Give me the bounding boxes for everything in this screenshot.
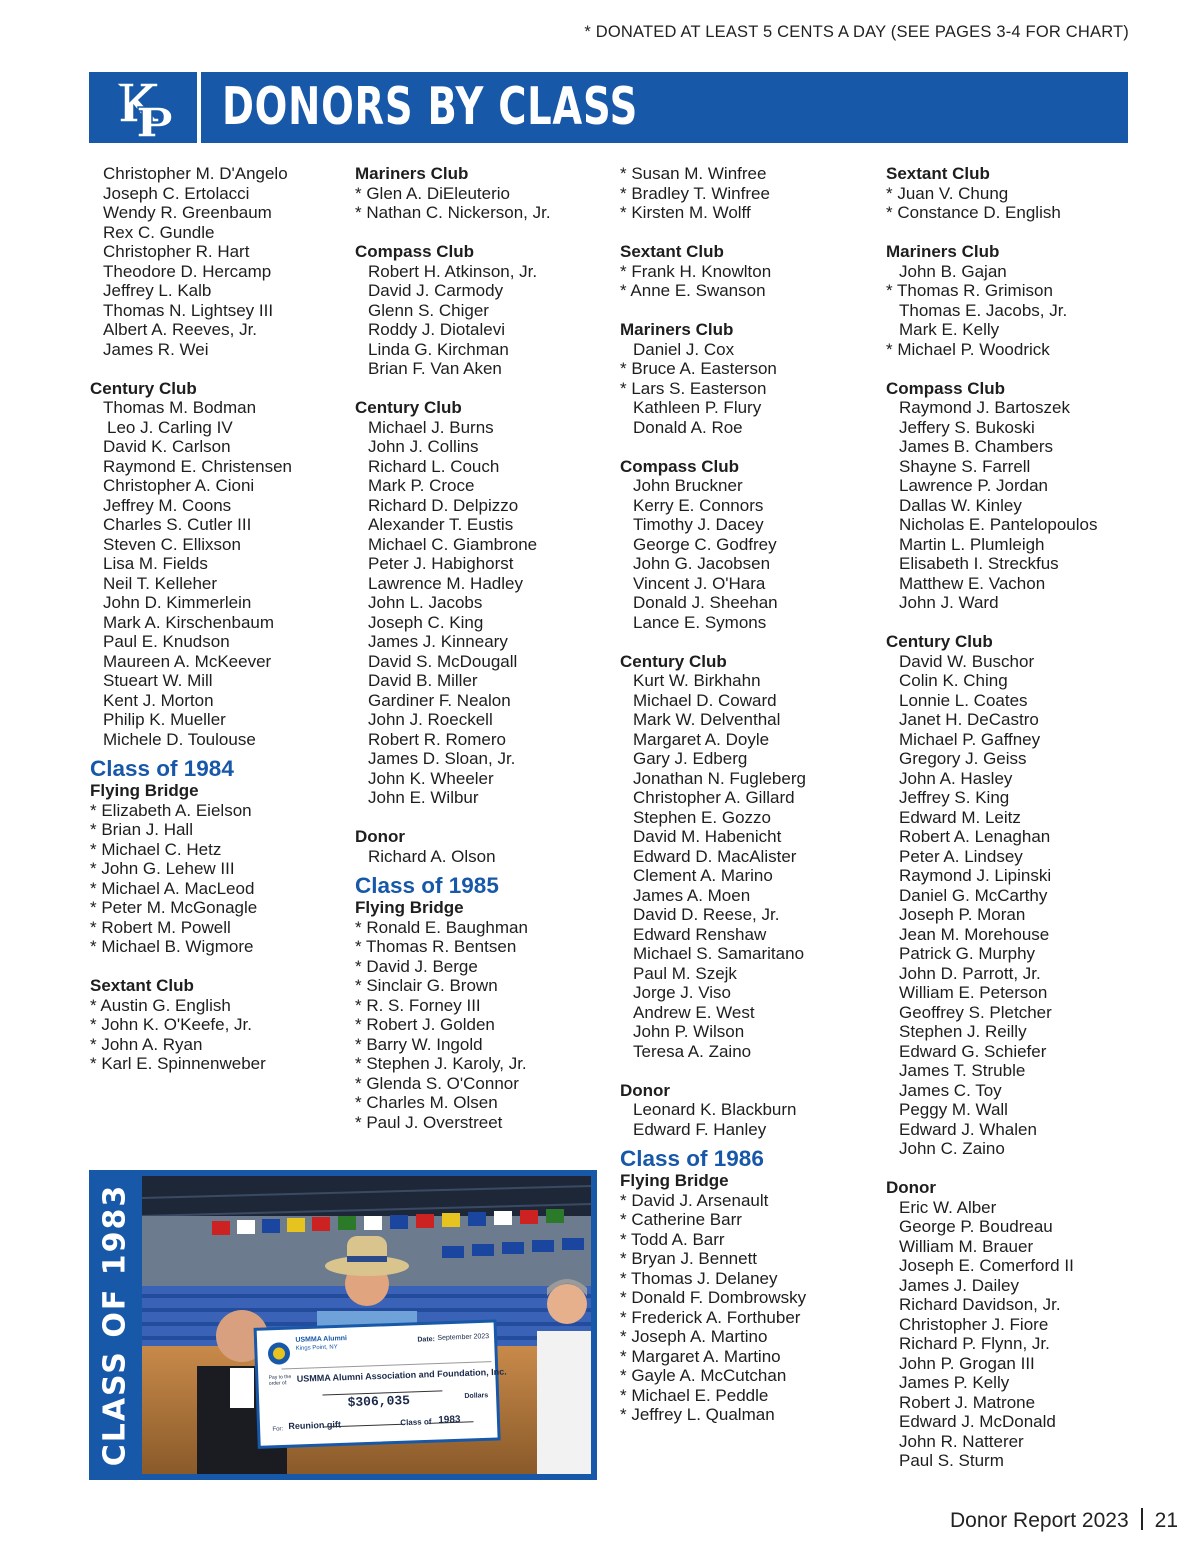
donor-name: Vincent J. O'Hara: [633, 573, 766, 593]
donor-name: Christopher A. Gillard: [633, 788, 795, 807]
check-location: Kings Point, NY: [295, 1344, 338, 1352]
donor-name: Robert H. Atkinson, Jr.: [368, 261, 538, 281]
donor-name: James C. Toy: [899, 1080, 1002, 1100]
donor-name-starred: * Brian J. Hall: [90, 820, 193, 839]
donor-name: Thomas E. Jacobs, Jr.: [899, 300, 1068, 320]
check-memo: Reunion gift: [288, 1419, 342, 1432]
donor-name: James J. Kinneary: [368, 632, 508, 651]
list-spacer: [620, 223, 875, 243]
donor-name: Edward Renshaw: [633, 924, 767, 944]
club-heading: Flying Bridge: [620, 1171, 729, 1190]
donor-name: Kathleen P. Flury: [633, 398, 762, 417]
donor-name: John J. Collins: [368, 437, 479, 456]
donor-name-starred: * Michael E. Peddle: [620, 1385, 769, 1405]
donor-name: Thomas M. Bodman: [103, 398, 257, 417]
donor-name: Matthew E. Vachon: [899, 573, 1046, 593]
donor-name: Timothy J. Dacey: [633, 515, 764, 534]
list-spacer: [886, 1159, 1141, 1179]
donor-name-starred: * Stephen J. Karoly, Jr.: [355, 1054, 527, 1073]
donor-name-starred: * John G. Lehew III: [90, 859, 235, 878]
donor-name-starred: * Michael C. Hetz: [90, 839, 222, 859]
donor-name: Maureen A. McKeever: [103, 651, 272, 671]
donor-name-starred: * Kirsten M. Wolff: [620, 203, 751, 222]
donor-name: Jonathan N. Fugleberg: [633, 768, 806, 788]
club-heading: Flying Bridge: [355, 898, 464, 917]
donor-name: Michael C. Giambrone: [368, 534, 538, 554]
column-1: [90, 164, 345, 1074]
donor-name: Richard A. Olson: [368, 846, 496, 866]
list-spacer: [886, 359, 1141, 379]
donor-name: Steven C. Ellixson: [103, 534, 241, 554]
donor-name: John P. Wilson: [633, 1022, 745, 1041]
donor-name: Peggy M. Wall: [899, 1100, 1008, 1119]
list-spacer: [355, 808, 610, 828]
donor-name: John J. Roeckell: [368, 710, 493, 729]
donor-name: Stephen E. Gozzo: [633, 807, 771, 827]
donor-name: Kurt W. Birkhahn: [633, 671, 761, 690]
donor-name: Joseph C. King: [368, 612, 484, 632]
donor-name: Kerry E. Connors: [633, 495, 764, 515]
donor-name: Christopher J. Fiore: [899, 1314, 1049, 1334]
donor-name: Leonard K. Blackburn: [633, 1100, 797, 1119]
donor-name-starred: * Joseph A. Martino: [620, 1327, 768, 1346]
list-spacer: [90, 957, 345, 977]
donor-name: Margaret A. Doyle: [633, 729, 770, 749]
donor-name: Richard Davidson, Jr.: [899, 1295, 1061, 1314]
donor-name-starred: * Charles M. Olsen: [355, 1093, 498, 1112]
donor-name: David S. McDougall: [368, 651, 518, 671]
donor-name: Paul S. Sturm: [899, 1451, 1004, 1470]
check-dollars-label: Dollars: [464, 1392, 489, 1401]
donor-name-starred: * Todd A. Barr: [620, 1229, 725, 1249]
list-spacer: [620, 301, 875, 321]
donor-name: Elisabeth I. Streckfus: [899, 554, 1059, 573]
donor-name-starred: * Lars S. Easterson: [620, 378, 767, 398]
club-heading: Mariners Club: [886, 242, 1000, 261]
donor-name: Edward J. McDonald: [899, 1412, 1056, 1431]
donor-name-starred: * Margaret A. Martino: [620, 1346, 781, 1366]
donor-name-starred: * Glen A. DiEleuterio: [355, 183, 510, 203]
donor-name: Donald A. Roe: [633, 417, 743, 437]
check-date: September 2023: [437, 1333, 490, 1342]
donor-name: Teresa A. Zaino: [633, 1041, 752, 1061]
donor-name: Lance E. Symons: [633, 612, 767, 632]
donor-name: Edward M. Leitz: [899, 807, 1021, 827]
donor-name: Neil T. Kelleher: [103, 573, 218, 593]
donor-name: Alexander T. Eustis: [368, 515, 514, 534]
donor-name: Mark W. Delventhal: [633, 710, 781, 729]
donor-name: Gardiner F. Nealon: [368, 690, 511, 710]
page-banner: [89, 72, 1128, 143]
donor-name: Joseph P. Moran: [899, 905, 1026, 924]
donor-name: Daniel G. McCarthy: [899, 885, 1048, 905]
footer-title: Donor Report 2023: [950, 1509, 1129, 1532]
donor-name: John K. Wheeler: [368, 768, 494, 788]
donor-name: Edward J. Whalen: [899, 1119, 1037, 1139]
donor-name: Jeffrey M. Coons: [103, 495, 232, 515]
donor-name: Nicholas E. Pantelopoulos: [899, 515, 1098, 534]
donor-name: James P. Kelly: [899, 1373, 1010, 1392]
donor-name-starred: * Robert J. Golden: [355, 1015, 495, 1034]
donor-name: Theodore D. Hercamp: [103, 261, 272, 281]
donor-name: Albert A. Reeves, Jr.: [103, 320, 258, 339]
donor-name: William E. Peterson: [899, 983, 1048, 1002]
donor-name: Jeffery S. Bukoski: [899, 417, 1035, 437]
donor-name-starred: * Nathan C. Nickerson, Jr.: [355, 203, 551, 222]
donor-name-starred: * David J. Arsenault: [620, 1190, 769, 1210]
donor-name: Michael S. Samaritano: [633, 944, 805, 963]
donor-name-starred: * Frank H. Knowlton: [620, 261, 772, 281]
donor-name: Stueart W. Mill: [103, 671, 213, 690]
donor-name: Mark A. Kirschenbaum: [103, 612, 275, 632]
donor-name: Paul E. Knudson: [103, 632, 230, 651]
donor-name: Christopher A. Cioni: [103, 476, 255, 495]
donor-name-starred: * R. S. Forney III: [355, 995, 481, 1015]
donor-name: George C. Godfrey: [633, 534, 777, 554]
donor-name: Jeffrey S. King: [899, 788, 1010, 807]
column-4: [886, 164, 1141, 1471]
donor-name: Lawrence P. Jordan: [899, 476, 1049, 495]
donor-name: Raymond J. Lipinski: [899, 866, 1052, 885]
donor-name: Colin K. Ching: [899, 671, 1008, 690]
donor-name: James A. Moen: [633, 885, 751, 905]
donor-name: John C. Zaino: [899, 1139, 1005, 1158]
donor-name: Gary J. Edberg: [633, 749, 748, 768]
list-spacer: [620, 437, 875, 457]
donor-name: Eric W. Alber: [899, 1197, 997, 1217]
donor-name: David D. Reese, Jr.: [633, 905, 780, 924]
list-spacer: [886, 613, 1141, 633]
donor-name: Linda G. Kirchman: [368, 339, 509, 359]
donor-name: Lawrence M. Hadley: [368, 573, 523, 593]
donor-name: Thomas N. Lightsey III: [103, 300, 274, 320]
donor-name: Lonnie L. Coates: [899, 690, 1028, 710]
check-amount: $306,035: [347, 1392, 411, 1411]
donor-name: Philip K. Mueller: [103, 710, 226, 729]
donor-name: Robert A. Lenaghan: [899, 827, 1051, 846]
check-text: [257, 1322, 507, 1448]
donor-name: John P. Grogan III: [899, 1353, 1035, 1373]
donor-name: Stephen J. Reilly: [899, 1022, 1027, 1041]
donor-name: David J. Carmody: [368, 281, 504, 300]
donor-name: Patrick G. Murphy: [899, 944, 1036, 963]
donor-name: James R. Wei: [103, 339, 209, 359]
donor-name: David B. Miller: [368, 671, 478, 690]
donor-name: Leo J. Carling IV: [107, 417, 233, 437]
club-heading: Mariners Club: [355, 164, 469, 183]
donor-name: Raymond J. Bartoszek: [899, 398, 1071, 417]
donor-name: John B. Gajan: [899, 261, 1007, 281]
column-3: [620, 164, 875, 1425]
donor-name: John A. Hasley: [899, 768, 1013, 788]
list-spacer: [355, 223, 610, 243]
donor-name: Michael J. Burns: [368, 417, 494, 437]
donor-name: Lisa M. Fields: [103, 554, 208, 573]
kp-monogram-icon: [89, 72, 196, 143]
top-note: * DONATED AT LEAST 5 CENTS A DAY (SEE PAGES 3-4 FOR CHART): [584, 23, 1129, 41]
page-number: 21: [1154, 1509, 1178, 1532]
donor-name: Martin L. Plumleigh: [899, 534, 1045, 554]
donor-name-starred: * Catherine Barr: [620, 1210, 742, 1229]
donor-name-starred: * Jeffrey L. Qualman: [620, 1405, 775, 1424]
club-heading: Sextant Club: [886, 164, 990, 183]
donor-name-starred: * John K. O'Keefe, Jr.: [90, 1015, 252, 1034]
donor-name: John D. Parrott, Jr.: [899, 963, 1041, 983]
donor-name: Richard D. Delpizzo: [368, 495, 519, 515]
donor-name-starred: * Juan V. Chung: [886, 183, 1009, 203]
donor-name-starred: * Thomas R. Bentsen: [355, 937, 517, 956]
donor-name: David W. Buschor: [899, 651, 1035, 671]
donor-name: Dallas W. Kinley: [899, 495, 1022, 515]
donor-name: Joseph C. Ertolacci: [103, 183, 250, 203]
list-spacer: [620, 1061, 875, 1081]
donor-name: Charles S. Cutler III: [103, 515, 252, 534]
check-class-year: 1983: [438, 1414, 461, 1426]
donor-name: Michael D. Coward: [633, 690, 777, 710]
donor-name: George P. Boudreau: [899, 1217, 1053, 1236]
club-heading: Flying Bridge: [90, 781, 199, 800]
club-heading: Compass Club: [355, 242, 475, 261]
donor-name-starred: * Gayle A. McCutchan: [620, 1366, 787, 1385]
donor-name: John J. Ward: [899, 593, 999, 612]
donor-name: Clement A. Marino: [633, 866, 773, 885]
donor-name: Christopher M. D'Angelo: [103, 164, 288, 183]
donor-name: Michele D. Toulouse: [103, 729, 256, 749]
donor-name: Jeffrey L. Kalb: [103, 281, 212, 300]
club-heading: Century Club: [355, 398, 462, 417]
club-heading: Century Club: [620, 651, 727, 671]
donor-name: Peter A. Lindsey: [899, 846, 1023, 866]
donor-name: Gregory J. Geiss: [899, 749, 1027, 768]
donor-name: Edward F. Hanley: [633, 1119, 767, 1139]
club-heading: Century Club: [886, 632, 993, 651]
photo-side-label-text: CLASS OF 1983: [97, 1183, 133, 1467]
donor-name: David M. Habenicht: [633, 827, 782, 846]
donor-name-starred: * Donald F. Dombrowsky: [620, 1288, 807, 1307]
class-photo: [89, 1170, 597, 1480]
donor-name: Kent J. Morton: [103, 690, 214, 710]
donor-name-starred: * Michael A. MacLeod: [90, 878, 255, 898]
donor-name-starred: * Elizabeth A. Eielson: [90, 800, 252, 820]
donor-name-starred: * David J. Berge: [355, 956, 478, 976]
donor-name: Shayne S. Farrell: [899, 456, 1031, 476]
donor-name-starred: * Frederick A. Forthuber: [620, 1307, 801, 1327]
club-heading: Donor: [886, 1178, 937, 1197]
donor-name-starred: * Bruce A. Easterson: [620, 359, 777, 378]
donor-name: Geoffrey S. Pletcher: [899, 1002, 1052, 1022]
check-for-label: For:: [272, 1426, 284, 1433]
donor-name-starred: * Ronald E. Baughman: [355, 917, 528, 937]
donor-name-starred: * Barry W. Ingold: [355, 1034, 483, 1054]
donor-name: John G. Jacobsen: [633, 554, 771, 573]
club-heading: Century Club: [90, 378, 197, 398]
donor-name: Andrew E. West: [633, 1002, 755, 1022]
list-spacer: [90, 359, 345, 379]
donor-name: Brian F. Van Aken: [368, 359, 502, 378]
donor-name: Janet H. DeCastro: [899, 710, 1039, 729]
donor-name: James D. Sloan, Jr.: [368, 749, 516, 768]
donor-name-starred: * Austin G. English: [90, 995, 231, 1015]
club-heading: Sextant Club: [90, 976, 194, 995]
club-heading: Mariners Club: [620, 320, 734, 339]
donor-name: Daniel J. Cox: [633, 339, 735, 359]
donor-name-starred: * Karl E. Spinnenweber: [90, 1054, 266, 1073]
check-date-label: Date:: [417, 1336, 436, 1344]
banner-divider: [197, 72, 201, 143]
donor-name-starred: * John A. Ryan: [90, 1034, 203, 1054]
footer-separator: [1141, 1508, 1143, 1530]
donor-name-starred: * Sinclair G. Brown: [355, 976, 498, 995]
donor-name-starred: * Peter M. McGonagle: [90, 898, 258, 917]
donor-name: Wendy R. Greenbaum: [103, 203, 272, 222]
donor-name-starred: * Thomas R. Grimison: [886, 281, 1053, 300]
donor-name-starred: * Michael P. Woodrick: [886, 339, 1050, 359]
page-footer: [950, 1508, 1178, 1533]
club-heading: Sextant Club: [620, 242, 724, 261]
donor-name: Michael P. Gaffney: [899, 729, 1041, 749]
donor-name: James B. Chambers: [899, 437, 1053, 456]
class-heading: Class of 1986: [620, 1146, 764, 1171]
donor-name: Raymond E. Christensen: [103, 456, 292, 476]
donor-name-starred: * Robert M. Powell: [90, 917, 231, 937]
donor-name-starred: * Susan M. Winfree: [620, 164, 767, 183]
donor-name: Donald J. Sheehan: [633, 593, 778, 612]
donor-name: Joseph E. Comerford II: [899, 1256, 1074, 1275]
donor-name: Glenn S. Chiger: [368, 300, 489, 320]
donor-name: Jean M. Morehouse: [899, 924, 1050, 944]
list-spacer: [355, 379, 610, 399]
donor-name: Paul M. Szejk: [633, 963, 737, 983]
club-heading: Compass Club: [620, 456, 740, 476]
donor-name: Robert R. Romero: [368, 729, 506, 749]
donor-name: Edward G. Schiefer: [899, 1041, 1047, 1061]
donor-name: David K. Carlson: [103, 437, 231, 456]
donor-name: John R. Natterer: [899, 1431, 1024, 1451]
donor-name: John D. Kimmerlein: [103, 593, 252, 612]
donor-name: Richard P. Flynn, Jr.: [899, 1334, 1050, 1353]
donor-name: Rex C. Gundle: [103, 222, 215, 242]
check-pay-label: Pay to the order of:: [268, 1374, 292, 1387]
check-class-label: Class of: [400, 1417, 432, 1428]
donor-name: Robert J. Matrone: [899, 1392, 1036, 1412]
photo-side-label: [89, 1170, 142, 1480]
donor-name-starred: * Thomas J. Delaney: [620, 1268, 778, 1288]
club-heading: Compass Club: [886, 378, 1006, 398]
donor-name: Christopher R. Hart: [103, 242, 250, 261]
club-heading: Donor: [620, 1080, 671, 1100]
donor-name: Peter J. Habighorst: [368, 554, 514, 573]
list-spacer: [886, 223, 1141, 243]
donor-name-starred: * Constance D. English: [886, 203, 1061, 222]
club-heading: Donor: [355, 827, 406, 846]
donor-name: Jorge J. Viso: [633, 983, 731, 1002]
donor-name: James J. Dailey: [899, 1275, 1019, 1295]
class-heading: Class of 1985: [355, 873, 499, 898]
donor-name: Roddy J. Diotalevi: [368, 320, 506, 339]
donor-name: John E. Wilbur: [368, 788, 479, 807]
donor-name-starred: * Bryan J. Bennett: [620, 1249, 758, 1268]
donor-name-starred: * Anne E. Swanson: [620, 281, 766, 300]
class-heading: Class of 1984: [90, 756, 234, 781]
donor-name: John L. Jacobs: [368, 593, 483, 612]
donor-name: William M. Brauer: [899, 1236, 1034, 1256]
photo-scene: [142, 1176, 591, 1474]
donor-name: Mark E. Kelly: [899, 320, 1000, 339]
donor-name: Richard L. Couch: [368, 456, 500, 476]
list-spacer: [620, 632, 875, 652]
column-2: [355, 164, 610, 1132]
donor-name: Mark P. Croce: [368, 476, 475, 495]
donor-name: Edward D. MacAlister: [633, 846, 797, 866]
donor-name-starred: * Bradley T. Winfree: [620, 183, 770, 203]
donor-name-starred: * Paul J. Overstreet: [355, 1112, 503, 1132]
check-org: USMMA Alumni: [295, 1335, 348, 1344]
check-payee: USMMA Alumni Association and Foundation, Inc.: [296, 1366, 507, 1384]
donor-name: James T. Struble: [899, 1061, 1026, 1080]
donor-name-starred: * Glenda S. O'Connor: [355, 1073, 519, 1093]
page-title: DONORS BY CLASS: [222, 77, 639, 137]
donor-name-starred: * Michael B. Wigmore: [90, 937, 254, 956]
donor-name: John Bruckner: [633, 476, 743, 495]
